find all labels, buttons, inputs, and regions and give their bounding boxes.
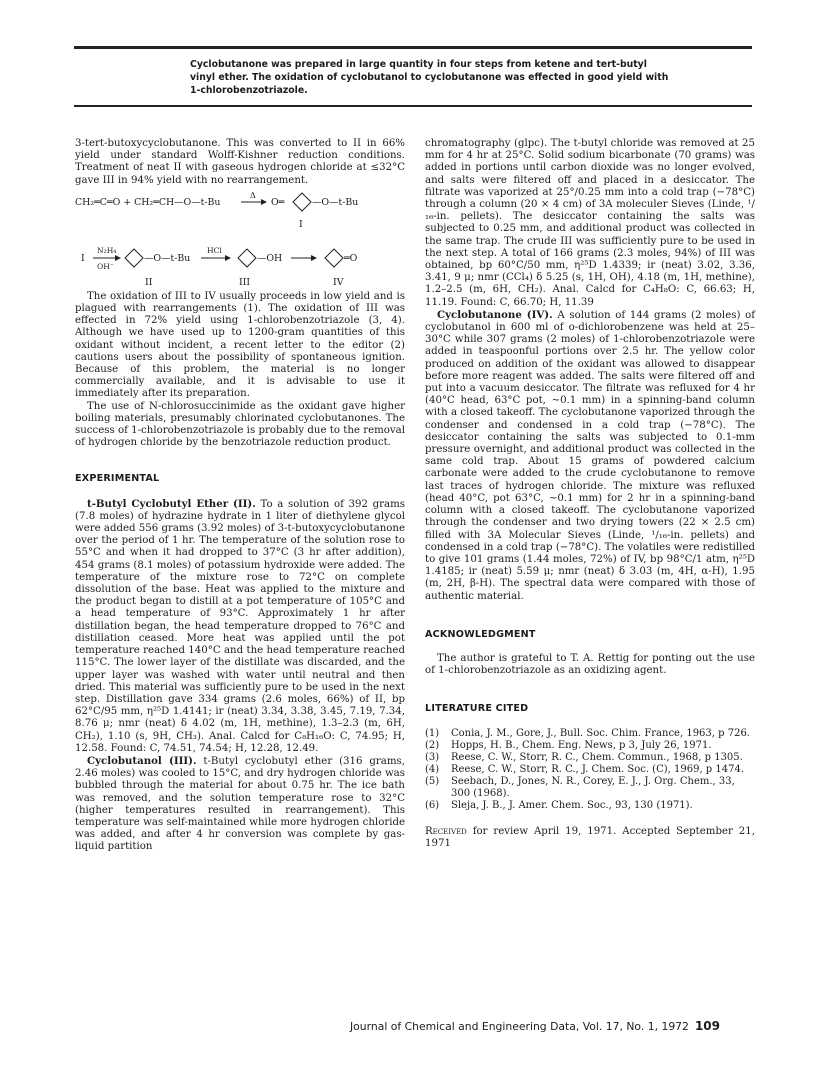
reference-item: (2) Hopps, H. B., Chem. Eng. News, p 3, July 26, 1971. xyxy=(425,739,712,751)
reference-list xyxy=(425,728,755,812)
cyclobutanol-procedure-title: Cyclobutanol (III). xyxy=(87,754,197,767)
carbonyl-oxygen: O═ xyxy=(271,196,285,208)
ether-procedure xyxy=(75,498,405,755)
top-rule-thick xyxy=(74,46,752,49)
left-column xyxy=(75,138,405,854)
reference-item: (3) Reese, C. W., Storr, R. C., Chem. Commun., 1968, p 1305. xyxy=(425,751,743,763)
reagent-hydroxide: OH⁻ xyxy=(97,261,114,271)
cyclobutanone-procedure xyxy=(425,309,755,603)
label-III: III xyxy=(239,276,251,288)
page-footer xyxy=(350,1019,720,1033)
reference-item: (4) Reese, C. W., Storr, R. C., J. Chem. Soc. (C), 1969, p 1474. xyxy=(425,763,745,775)
label-II: II xyxy=(145,276,153,288)
ketene-and-vinyl-ether: CH₂═C═O + CH₂═CH—O—t-Bu xyxy=(75,196,221,208)
acknowledgment-heading: ACKNOWLEDGMENT xyxy=(425,628,536,640)
intro-paragraph: 3-tert-butoxycyclobutanone. This was converted to II in 66% yield under standard Wolff-Kishner reduction conditions. Treatment of neat II with gaseous hydrogen chloride at ≤32°C gave III in 94% yield with no rearrangement. xyxy=(75,138,405,186)
cyclobutane-ring-icon xyxy=(238,249,256,267)
received-label: Received xyxy=(425,825,467,837)
oxidation-paragraph: The oxidation of III to IV usually proceeds in low yield and is plagued with rearrangements (1). The oxidation of III was effected in 72% yield using 1-chlorobenzotriazole (3, 4). Although we have used up to 1200-gram quantities of this oxidant without incident, a recent letter to the editor (2) cautions users about the possibility of spontaneous ignition. Because of this problem, the material is no longer commercially available, and it is advisable to use it immediately after its preparation. xyxy=(75,290,405,400)
scheme-drawing xyxy=(75,187,405,313)
cyclobutanol-continued: chromatography (glpc). The t-butyl chloride was removed at 25 mm for 4 hr at 25°C. Solid sodium bicarbonate (70 grams) was added in portions until carbon dioxide was no longer evolved, and salts were filtered off and placed in a desiccator. The filtrate was vaporized at 25°/0.25 mm into a cold trap (−78°C) through a column (20 × 4 cm) of 3A moleculer Sieves (Linde, ¹/₁₆-in. pellets). The desiccator containing the salts was subjected to 0.25 mm, and additional product was collected in the same trap. The crude III was sufficiently pure to be used in the next step. A total of 166 grams (2.3 moles, 94%) of III was obtained, bp 60°C/50 mm, η²⁵D 1.4339; ir (neat) 3.02, 3.36, 3.41, 9 μ; nmr (CCl₄) δ 5.25 (s, 1H, OH), 4.18 (m, 1H, methine), 1.2–2.5 (m, 6H, CH₂). Anal. Calcd for C₄H₈O: C, 66.63; H, 11.19. Found: C, 66.70; H, 11.39 xyxy=(425,138,755,308)
page-number: 109 xyxy=(694,1019,720,1033)
abstract: Cyclobutanone was prepared in large quantity in four steps from ketene and tert-butyl vinyl ether. The oxidation of cyclobutanol to cyclobutanone was effected in good yield with 1-chlorobenzotriazole. xyxy=(190,59,669,96)
hydroxyl-group: —OH xyxy=(257,252,283,264)
nchlorosuccinimide-paragraph: The use of N-chlorosuccinimide as the oxidant gave higher boiling materials, presumably chlorinated cyclobutanones. The success of 1-chlorobenzotriazole is probably due to the removal of hydrogen chloride by the benzotriazole reduction product. xyxy=(75,400,405,449)
reagent-hcl: HCl xyxy=(207,245,222,255)
label-I: I xyxy=(299,218,303,230)
received-dates: for review April 19, 1971. Accepted September 21, 1971 xyxy=(425,825,755,849)
cyclobutanone-procedure-title: Cyclobutanone (IV). xyxy=(437,308,553,321)
label-IV: IV xyxy=(333,276,344,288)
ether-procedure-title: t-Butyl Cyclobutyl Ether (II). xyxy=(87,497,256,510)
start-I: I xyxy=(81,252,85,264)
reference-item: (5) Seebach, D., Jones, N. R., Corey, E. J., J. Org. Chem., 33, 300 (1968). xyxy=(425,775,735,799)
ether-procedure-text: To a solution of 392 grams (7.8 moles) of hydrazine hydrate in 1 liter of diethylene glycol were added 556 grams (3.92 moles) of 3-t-butoxycyclobutanone over the period of 1 hr. The temperature of the solution rose to 55°C and when it had dropped to 37°C (3 hr after addition), 454 grams (8.1 moles) of potassium hydroxide were added. The temperature of the mixture rose to 72°C on complete dissolution of the base. Heat was applied to the mixture and the product began to distill at a pot temperature of 105°C and a head temperature of 93°C. Approximately 1 hr after distillation began, the head temperature dropped to 76°C and distillation ceased. More heat was applied until the pot temperature reached 140°C and the head temperature reached 115°C. The lower layer of the distillate was discarded, and the upper layer was washed with water until neutral and then dried. This material was sufficiently pure to be used in the next step. Distillation gave 334 grams (2.6 moles, 66%) of II, bp 62°C/95 mm, η²⁵D 1.4141; ir (neat) 3.34, 3.38, 3.45, 7.19, 7.34, 8.76 μ; nmr (neat) δ 4.02 (m, 1H, methine), 1.3–2.3 (m, 6H, CH₂), 1.10 (s, 9H, CH₃). Anal. Calcd for C₈H₁₆O: C, 74.95; H, 12.58. Found: C, 74.51, 74.54; H, 12.28, 12.49. xyxy=(75,498,405,754)
cyclobutanol-procedure xyxy=(75,755,405,854)
experimental-heading: EXPERIMENTAL xyxy=(75,473,160,485)
t-butoxy-group: —O—t-Bu xyxy=(144,252,191,264)
literature-heading: LITERATURE CITED xyxy=(425,703,529,715)
top-rule-thin xyxy=(74,105,752,107)
reference-item: (1) Conia, J. M., Gore, J., Bull. Soc. Chim. France, 1963, p 726. xyxy=(425,727,750,739)
reference-item: (6) Sleja, J. B., J. Amer. Chem. Soc., 93, 130 (1971). xyxy=(425,799,693,811)
received-note xyxy=(425,826,755,850)
ketone-oxygen: ═O xyxy=(344,252,358,264)
cyclobutane-ring-icon xyxy=(325,249,343,267)
cyclobutane-ring-icon xyxy=(125,249,143,267)
cyclobutanol-procedure-text: t-Butyl cyclobutyl ether (316 grams, 2.46 moles) was cooled to 15°C, and dry hydrogen chloride was bubbled through the material for about 0.75 hr. The ice bath was removed, and the solution temperature rose to 32°C (higher temperatures resulted in rearrangement). This temperature was self-maintained while more hydrogen chloride was added, and after 4 hr conversion was complete by gas-liquid partition xyxy=(75,755,405,853)
acknowledgment-text: The author is grateful to T. A. Rettig for ponting out the use of 1-chlorobenzotriazole as an oxidizing agent. xyxy=(425,652,755,677)
right-column xyxy=(425,138,755,850)
heat-label: Δ xyxy=(250,190,256,200)
journal-citation: Journal of Chemical and Engineering Data, Vol. 17, No. 1, 1972 xyxy=(350,1020,689,1033)
cyclobutane-ring-icon xyxy=(293,193,311,211)
t-butoxy-group: —O—t-Bu xyxy=(312,196,359,208)
reaction-scheme xyxy=(75,187,405,313)
reagent-hydrazine: N₂H₄ xyxy=(97,245,117,255)
cyclobutanone-procedure-text: A solution of 144 grams (2 moles) of cyclobutanol in 600 ml of o-dichlorobenzene was held at 25–30°C while 307 grams (2 moles) of 1-chlorobenzotriazole were added in teaspoonful portions over 2.5 hr. The yellow color produced on addition of the oxidant was allowed to disappear before more reagent was added. The salts were filtered off and put into a vacuum desiccator. The filtrate was refluxed for 4 hr (40°C head, 63°C pot, ∼0.1 mm) in a spinning-band column with a closed takeoff. The cyclobutanone vaporized through the condenser and condensed in a cold trap (−78°C). The desiccator containing the salts was subjected to 0.1-mm pressure overnight, and additional product was collected in the same cold trap. About 15 grams of powdered calcium carbonate were added to the crude cyclobutanone to remove last traces of hydrogen chloride. The mixture was refluxed (head 40°C, pot 63°C, ∼0.1 mm) for 2 hr in a spinning-band column with a closed takeoff. The cyclobutanone vaporized through the condenser and two drying towers (22 × 2.5 cm) filled with 3A Molecular Sieves (Linde, ¹/₁₆-in. pellets) and condensed in a cold trap (−78°C). The volatiles were redistilled to give 101 grams (1.44 moles, 72%) of IV, bp 98°C/1 atm, η²⁵D 1.4185; ir (neat) 5.59 μ; nmr (neat) δ 3.03 (m, 4H, α-H), 1.95 (m, 2H, β-H). The spectral data were compared with those of authentic material. xyxy=(425,309,755,602)
